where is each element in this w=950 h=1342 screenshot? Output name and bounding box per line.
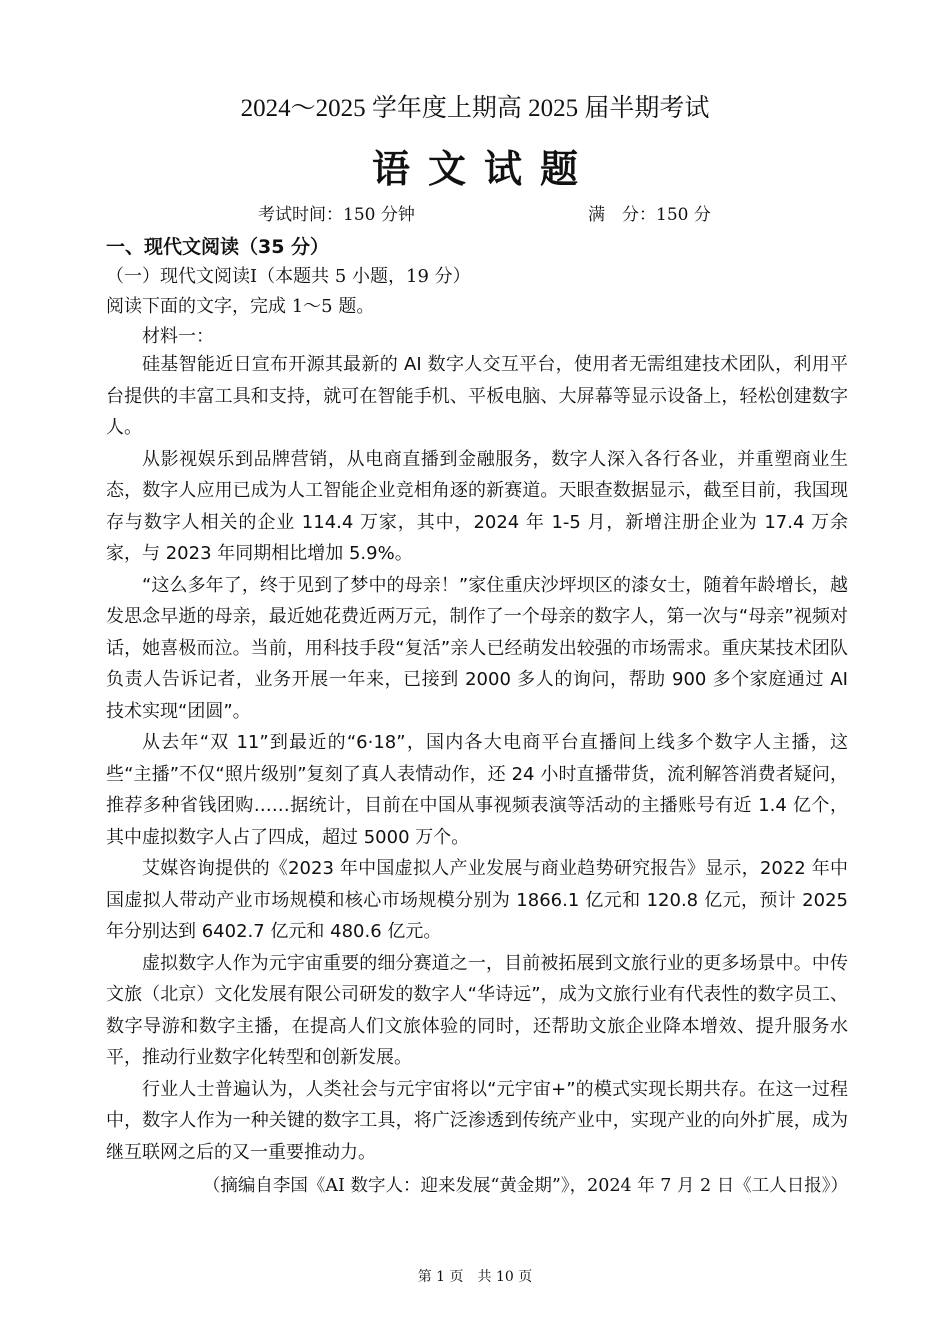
- page-footer: 第 1 页 共 10 页: [417, 1269, 533, 1285]
- subject-title: 语文试题: [371, 147, 596, 191]
- full-score: 满 分：150 分: [588, 205, 711, 225]
- article-paragraph: 行业人士普遍认为，人类社会与元宇宙将以“元宇宙+”的模式实现长期共存。在这一过程中，数字人作为一种关键的数字工具，将广泛渗透到传统产业中，实现产业的向外扩展，成为继互联网之后的又一重要推动力。: [106, 1078, 848, 1163]
- article-paragraph: 虚拟数字人作为元宇宙重要的细分赛道之一，目前被拓展到文旅行业的更多场景中。中传文旅（北京）文化发展有限公司研发的数字人“华诗远”，成为文旅行业有代表性的数字员工、数字导游和数字主播，在提高人们文旅体验的同时，还帮助文旅企业降本增效、提升服务水平，推动行业数字化转型和创新发展。: [106, 952, 848, 1068]
- exam-title: 2024～2025 学年度上期高 2025 届半期考试: [240, 95, 710, 122]
- article-source: （摘编自李国《AI 数字人：迎来发展“黄金期”》，2024 年 7 月 2 日《工人日报》）: [202, 1176, 848, 1196]
- article-paragraph: 从影视娱乐到品牌营销，从电商直播到金融服务，数字人深入各行各业，并重塑商业生态，数字人应用已成为人工智能企业竞相角逐的新赛道。天眼查数据显示，截至目前，我国现存与数字人相关的企业 114.4 万家，其中，2024 年 1-5 月，新增注册企业为 17.4 万余家，与 2023 年同期相比增加 5.9%。: [106, 448, 848, 564]
- article-paragraph: 从去年“双 11”到最近的“6·18”，国内各大电商平台直播间上线多个数字人主播，这些“主播”不仅“照片级别”复刻了真人表情动作，还 24 小时直播带货，流利解答消费者疑问，推荐多种省钱团购……据统计，目前在中国从事视频表演等活动的主播账号有近 1.4 亿个，其中虚拟数字人占了四成，超过 5000 万个。: [106, 732, 848, 848]
- exam-time: 考试时间：150 分钟: [258, 205, 415, 225]
- article-paragraph: “这么多年了，终于见到了梦中的母亲！”家住重庆沙坪坝区的漆女士，随着年龄增长，越发思念早逝的母亲，最近她花费近两万元，制作了一个母亲的数字人，第一次与“母亲”视频对话，她喜极而泣。当前，用科技手段“复活”亲人已经萌发出较强的市场需求。重庆某技术团队负责人告诉记者，业务开展一年来，已接到 2000 多人的询问，帮助 900 多个家庭通过 AI 技术实现“团圆”。: [106, 574, 848, 722]
- exam-info: [258, 200, 711, 225]
- material-label: 材料一：: [142, 326, 214, 347]
- article-paragraph: 艾媒咨询提供的《2023 年中国虚拟人产业发展与商业趋势研究报告》显示，2022 年中国虚拟人带动产业市场规模和核心市场规模分别为 1866.1 亿元和 120.8 亿元，预计 2025 年分别达到 6402.7 亿元和 480.6 亿元。: [106, 858, 848, 942]
- article-paragraph: 硅基智能近日宣布开源其最新的 AI 数字人交互平台，使用者无需组建技术团队，利用平台提供的丰富工具和支持，就可在智能手机、平板电脑、大屏幕等显示设备上，轻松创建数字人。: [106, 354, 848, 438]
- article-body: [106, 349, 848, 1168]
- section-heading: 一、现代文阅读（35 分）: [106, 236, 330, 258]
- reading-instruction: 阅读下面的文字，完成 1～5 题。: [106, 296, 375, 317]
- subsection-heading: （一）现代文阅读Ⅰ（本题共 5 小题，19 分）: [106, 266, 471, 287]
